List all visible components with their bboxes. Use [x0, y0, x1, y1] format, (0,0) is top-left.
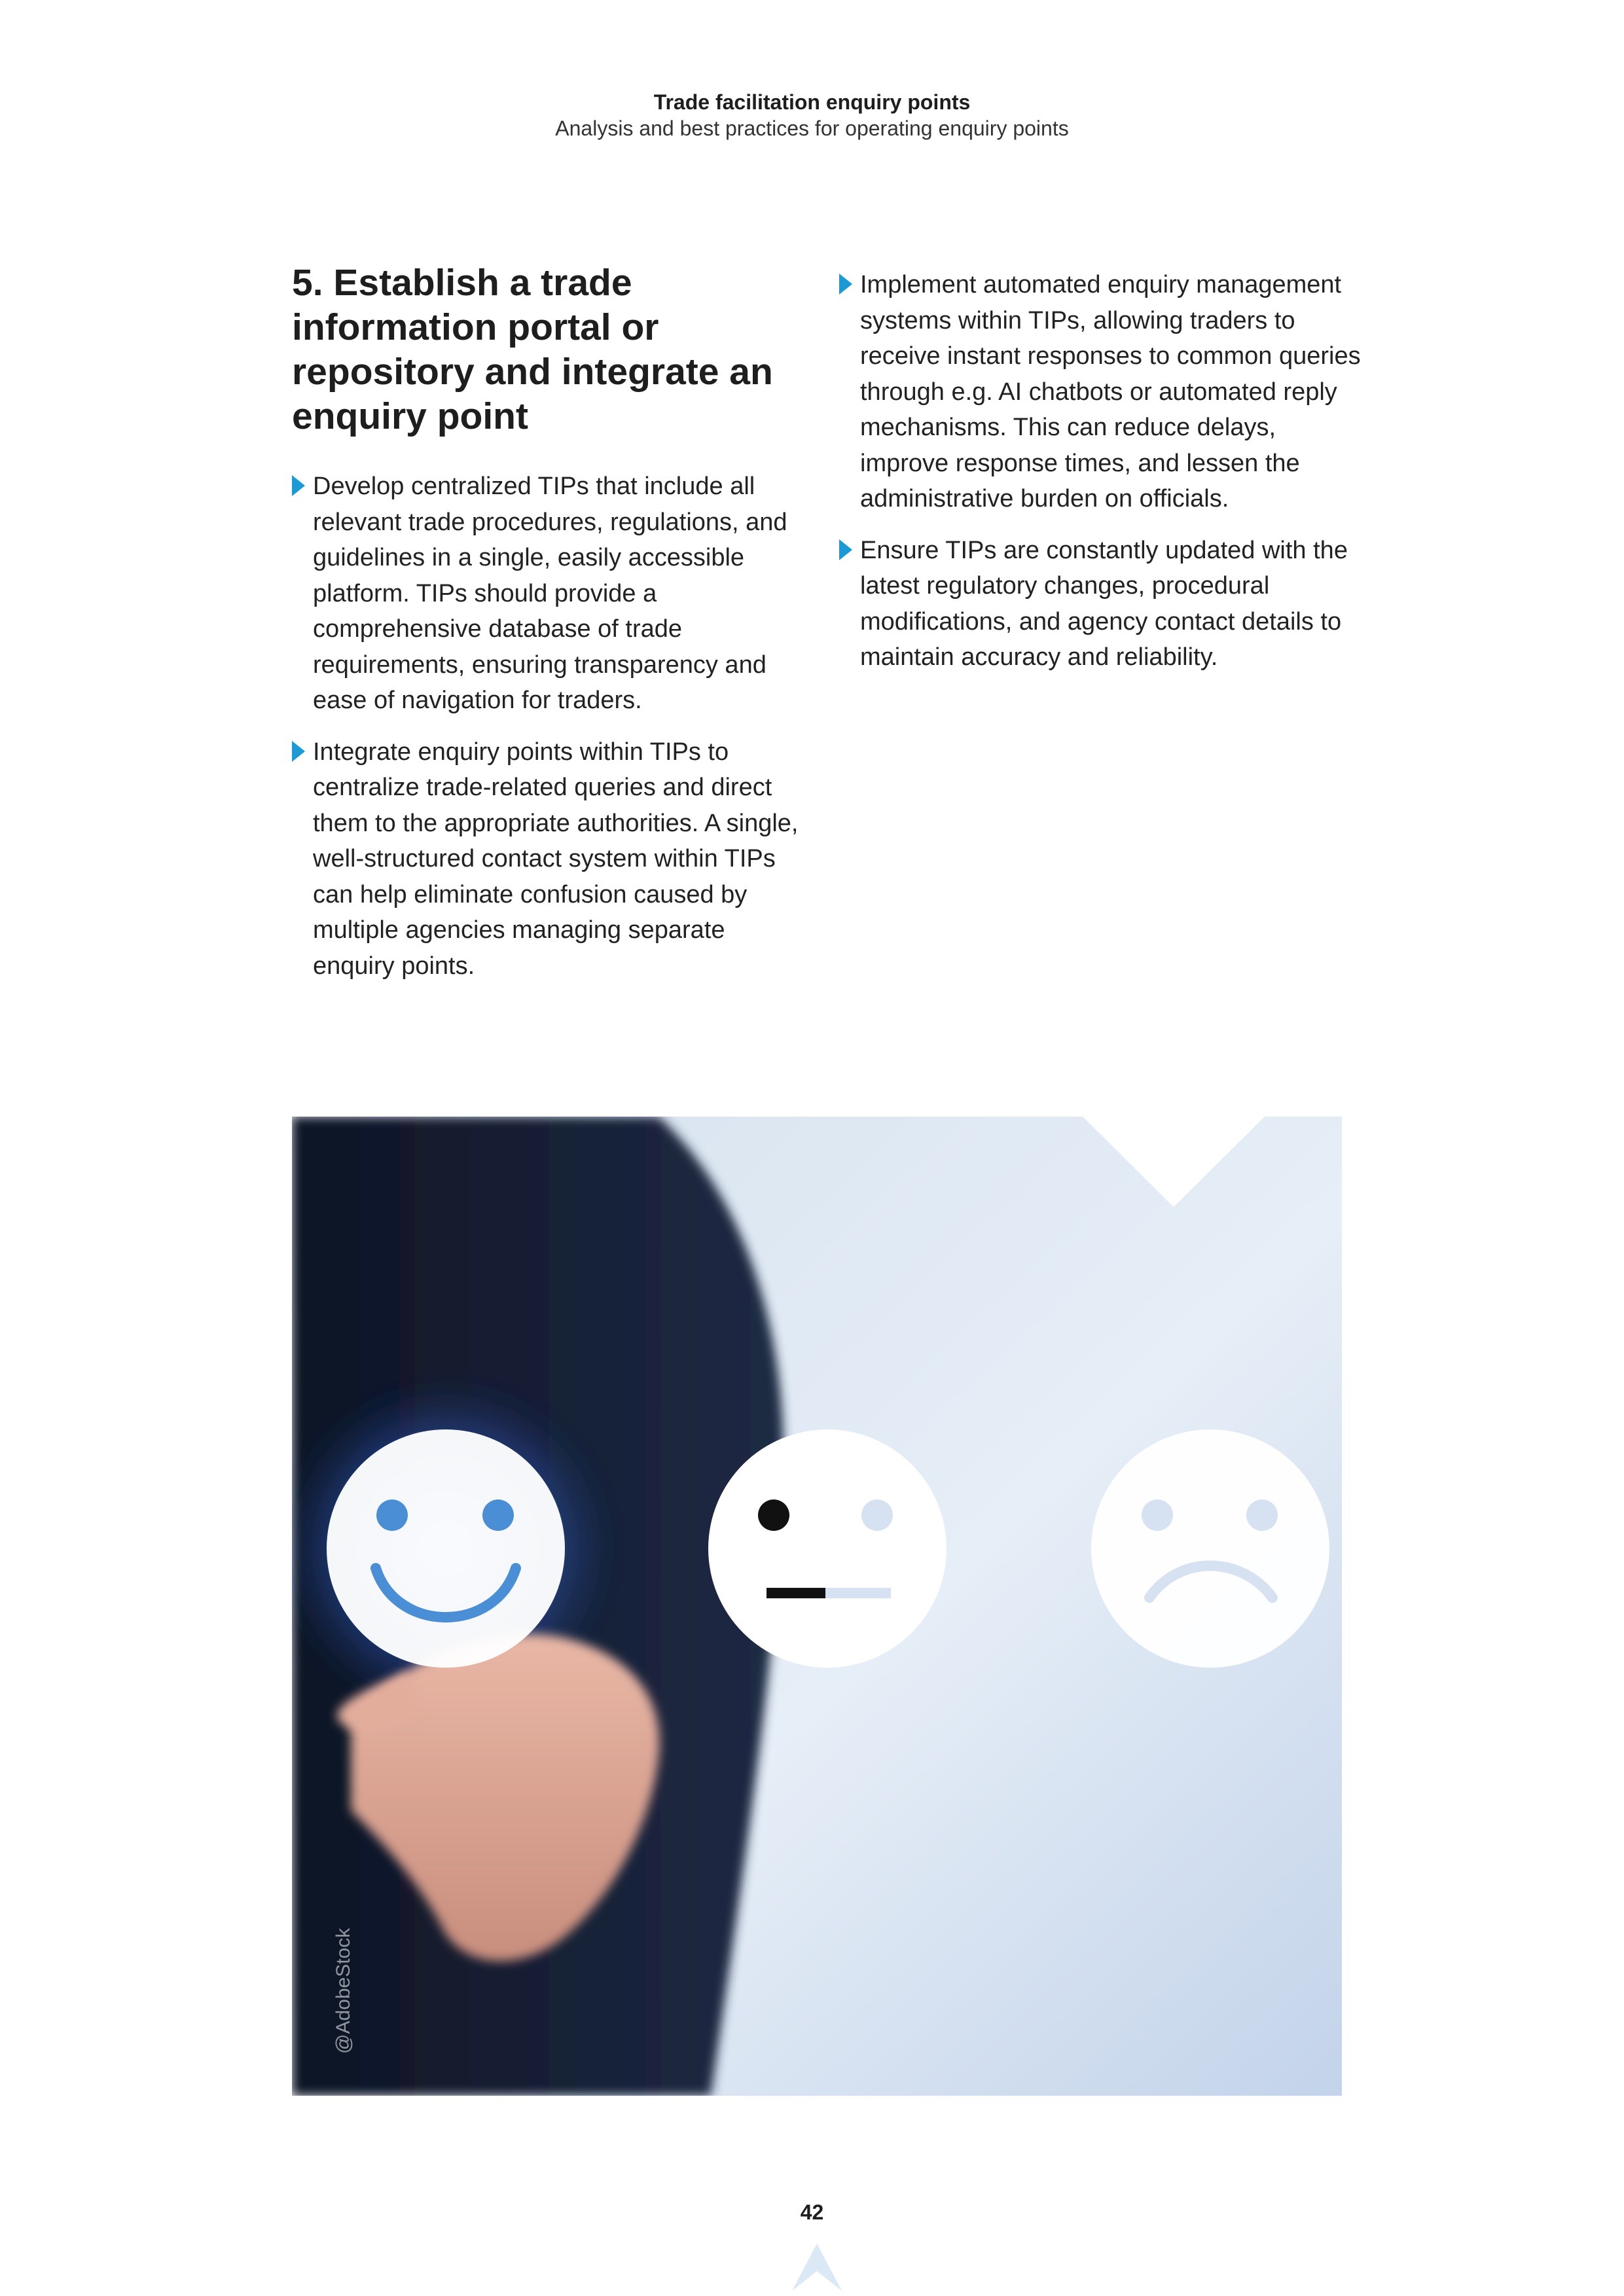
bullet-item [292, 469, 809, 719]
page-number: 42 [800, 2200, 824, 2224]
bullet-item [839, 533, 1363, 675]
photo-credit: @AdobeStock [333, 1928, 354, 2054]
bullet-text: Implement automated enquiry management systems within TIPs, allowing traders to receive instant responses to common queries through e.g. AI chatbots or automated reply mechanisms. This can reduce delays, improve response times, and lessen the administrative burden on officials. [860, 271, 1361, 512]
feedback-photo [292, 1117, 1342, 2096]
sad-face-icon [1091, 1429, 1329, 1668]
triangle-right-icon [839, 274, 852, 295]
photo-illustration [292, 1117, 1342, 2096]
right-bullet-list [839, 267, 1363, 675]
bullet-item [839, 267, 1363, 517]
bullet-text: Ensure TIPs are constantly updated with the latest regulatory changes, procedural modifications, and agency contact details to maintain accuracy and reliability. [860, 536, 1348, 671]
triangle-right-icon [839, 539, 852, 560]
document-subtitle: Analysis and best practices for operating enquiry points [555, 117, 1069, 140]
running-header [0, 89, 1624, 141]
bullet-text: Integrate enquiry points within TIPs to centralize trade-related queries and direct them to the appropriate authorities. A single, well-structured contact system within TIPs can help eliminate confusion caused by multiple agencies managing separate enquiry points. [313, 738, 799, 980]
chevron-up-icon [792, 2244, 842, 2291]
left-bullet-list [292, 469, 809, 984]
back-to-top-button[interactable] [792, 2244, 842, 2291]
right-column [839, 267, 1363, 691]
happy-face-icon [327, 1429, 565, 1668]
document-title: Trade facilitation enquiry points [653, 90, 971, 114]
neutral-face-icon [708, 1429, 947, 1668]
bullet-text: Develop centralized TIPs that include all relevant trade procedures, regulations, and guidelines in a single, easily accessible platform. TIPs should provide a comprehensive database of trade requirements, ensuring transparency and ease of navigation for traders. [313, 473, 787, 714]
left-column [292, 260, 809, 999]
section-heading: 5. Establish a trade information portal or repository and integrate an enquiry point [292, 262, 773, 437]
triangle-right-icon [292, 741, 305, 762]
bullet-item [292, 734, 809, 984]
triangle-right-icon [292, 475, 305, 496]
